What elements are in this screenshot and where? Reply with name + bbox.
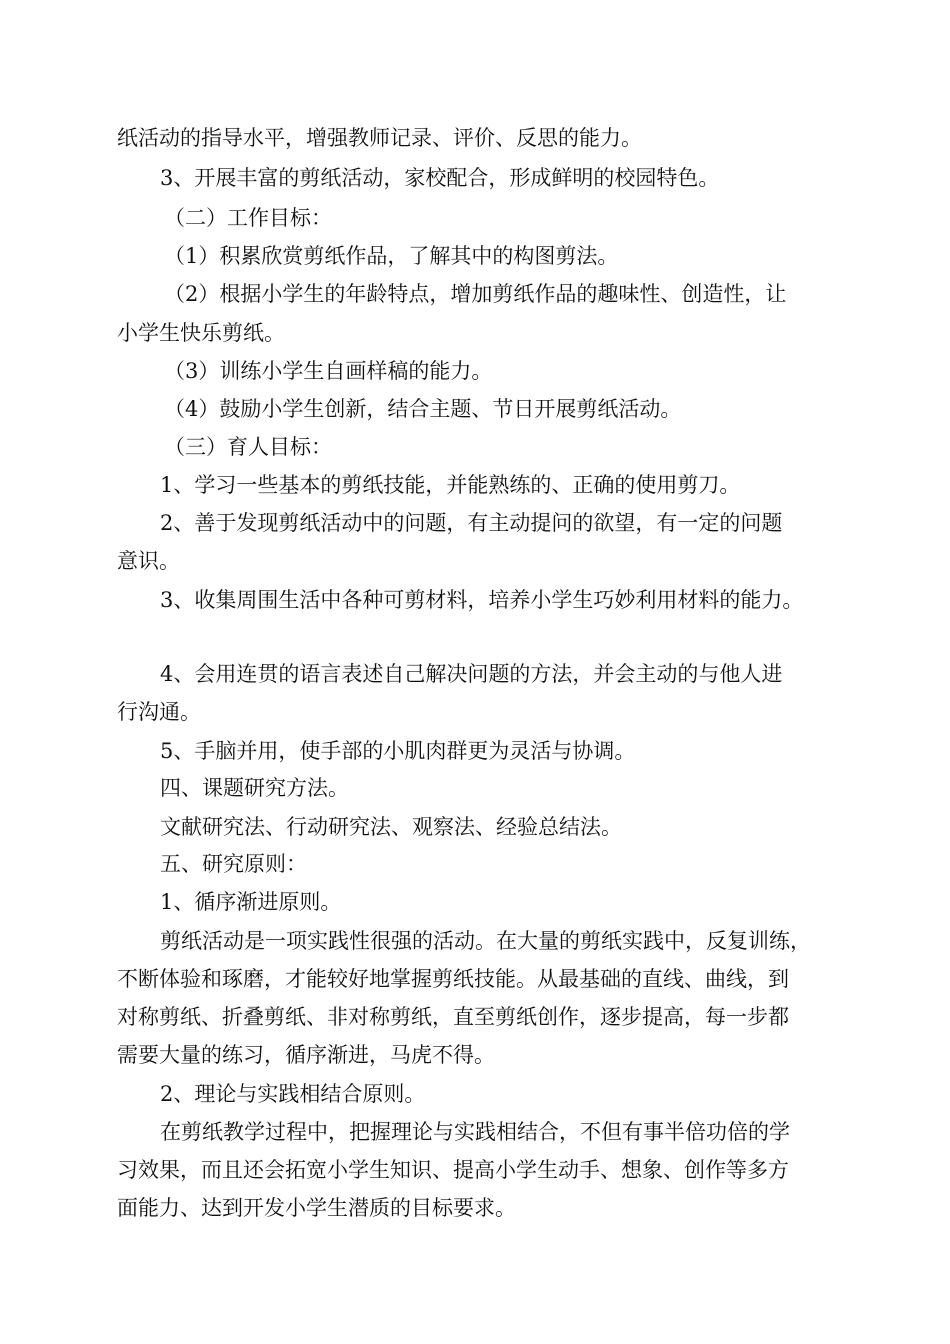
text-line: 3、收集周围生活中各种可剪材料，培养小学生巧妙利用材料的能力。 xyxy=(160,588,804,612)
text-line: 剪纸活动是一项实践性很强的活动。在大量的剪纸实践中，反复训练， xyxy=(160,929,811,953)
text-line: 3、开展丰富的剪纸活动，家校配合，形成鲜明的校园特色。 xyxy=(160,166,720,190)
text-line: 在剪纸教学过程中，把握理论与实践相结合，不但有事半倍功倍的学 xyxy=(160,1120,790,1144)
text-line: 不断体验和琢磨，才能较好地掌握剪纸技能。从最基础的直线、曲线，到 xyxy=(117,967,789,991)
text-line: （4）鼓励小学生创新，结合主题、节日开展剪纸活动。 xyxy=(164,397,682,421)
text-line: （1）积累欣赏剪纸作品，了解其中的构图剪法。 xyxy=(164,244,619,268)
text-line: （2）根据小学生的年龄特点，增加剪纸作品的趣味性、创造性，让 xyxy=(164,282,787,306)
text-line: 2、理论与实践相结合原则。 xyxy=(160,1082,426,1106)
text-line: 1、循序渐进原则。 xyxy=(160,890,342,914)
text-line: （三）育人目标： xyxy=(164,435,332,459)
text-line: 文献研究法、行动研究法、观察法、经验总结法。 xyxy=(160,815,622,839)
text-line: 4、会用连贯的语言表述自己解决问题的方法，并会主动的与他人进 xyxy=(160,662,783,686)
text-line: （3）训练小学生自画样稿的能力。 xyxy=(164,359,493,383)
text-line: 2、善于发现剪纸活动中的问题，有主动提问的欲望，有一定的问题 xyxy=(160,511,783,535)
text-line: 1、学习一些基本的剪纸技能，并能熟练的、正确的使用剪刀。 xyxy=(160,473,741,497)
text-line: 小学生快乐剪纸。 xyxy=(117,321,285,345)
text-line: 对称剪纸、折叠剪纸、非对称剪纸，直至剪纸创作，逐步提高，每一步都 xyxy=(117,1005,789,1029)
text-line: 习效果，而且还会拓宽小学生知识、提高小学生动手、想象、创作等多方 xyxy=(117,1158,789,1182)
text-line: 面能力、达到开发小学生潜质的目标要求。 xyxy=(117,1196,516,1220)
text-line: 纸活动的指导水平，增强教师记录、评价、反思的能力。 xyxy=(117,126,642,150)
text-line: 意识。 xyxy=(117,549,180,573)
text-line: 需要大量的练习，循序渐进，马虎不得。 xyxy=(117,1043,495,1067)
text-line: 五、研究原则： xyxy=(160,852,307,876)
text-line: 5、手脑并用，使手部的小肌肉群更为灵活与协调。 xyxy=(160,739,636,763)
text-line: 行沟通。 xyxy=(117,700,201,724)
text-line: 四、课题研究方法。 xyxy=(160,776,349,800)
text-line: （二）工作目标： xyxy=(164,206,332,230)
